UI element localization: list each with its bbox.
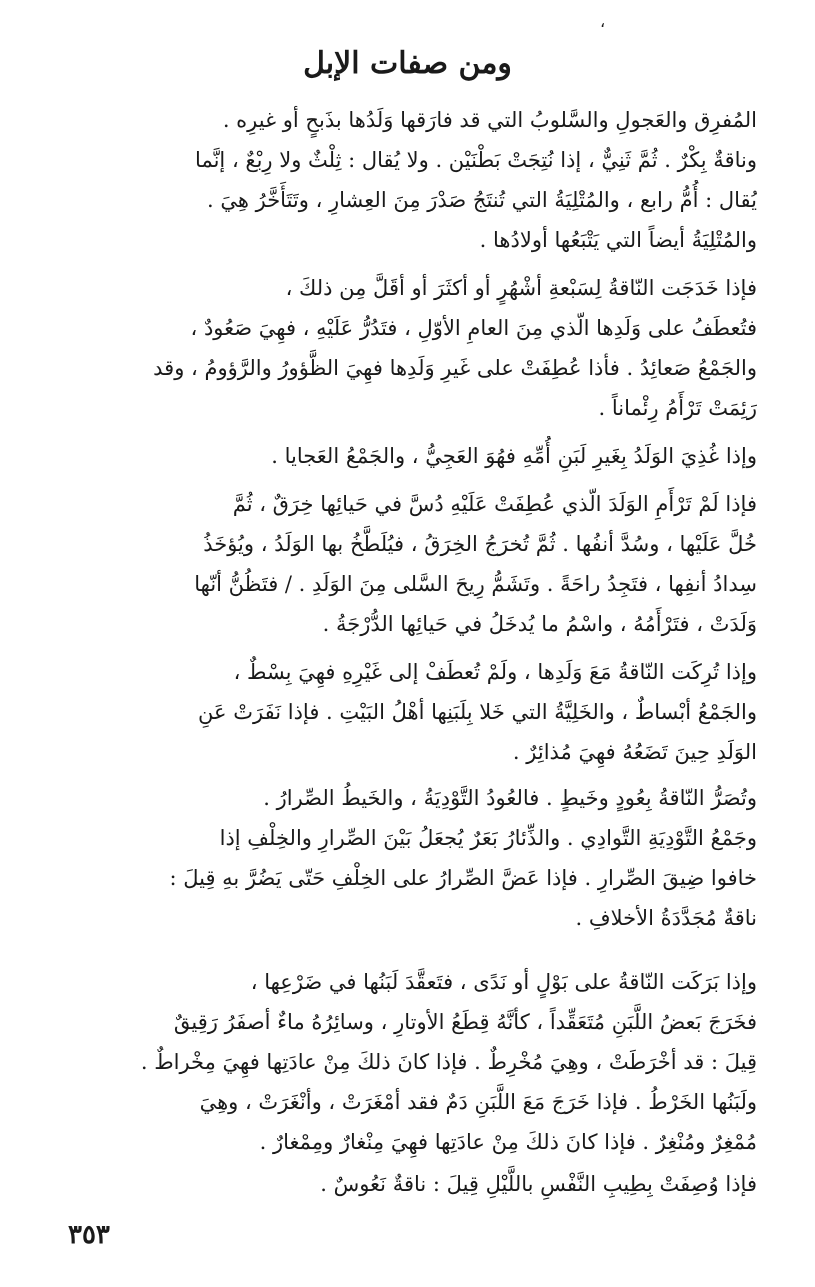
text-line: ولَبَنُها الخَرْطُ . فإذا خَرَجَ مَعَ اللَّبَنِ دَمٌ فقد أمْغَرَتْ ، وأنْغَرَتْ ، وهِيَ bbox=[199, 1090, 757, 1114]
paragraph-5 bbox=[62, 652, 757, 772]
text-line: رَئِمَتْ تَرْأَمُ رِئْماناً . bbox=[598, 396, 757, 420]
text-line: المُفرِق والعَجولِ والسَّلوبُ التي قد فارَقها وَلَدُها بذَبحٍ أو غيرِه . bbox=[222, 108, 757, 132]
text-line: ناقةٌ مُجَدَّدَةُ الأخلافِ . bbox=[575, 906, 757, 930]
paragraph-4 bbox=[62, 484, 757, 644]
text-line: خافوا ضِيقَ الصِّرارِ . فإذا عَضَّ الصِّرارُ على الخِلْفِ حَتّى يَضُرَّ بهِ قِيلَ : bbox=[169, 866, 757, 890]
page-title: ومن صفات الإبل bbox=[303, 46, 512, 81]
text-line: وإذا غُذِيَ الوَلَدُ بِغَيرِ لَبَنِ أُمِّهِ فهُوَ العَجِيُّ ، والجَمْعُ العَجايا . bbox=[271, 444, 757, 468]
paragraph-3 bbox=[62, 436, 757, 476]
text-line: وجَمْعُ التَّوْدِيَةِ التَّوادِي . والذِّئارُ بَعَرٌ يُجعَلُ بَيْنَ الصِّرارِ والخِلْفِ إذا bbox=[219, 826, 757, 850]
text-line: وَلَدَتْ ، فتَرْأَمُهُ ، واسْمُ ما يُدخَلُ في حَيائِها الدُّرْجَةُ . bbox=[322, 612, 757, 636]
text-line: يُقال : أُمُّ رابع ، والمُتْلِيَةُ التي تُنتَجُ صَدْرَ مِنَ العِشارِ ، وتَتَأَخَّرُ هِيَ . bbox=[207, 188, 757, 212]
corner-mark: ، bbox=[600, 12, 606, 31]
text-line: الوَلَدِ حِينَ تَضَعُهُ فهِيَ مُذائِرٌ . bbox=[512, 740, 757, 764]
text-line: وناقةٌ بِكْرٌ . ثُمَّ ثَنِيٌّ ، إذا نُتِجَتْ بَطْنَيْن . ولا يُقال : ثِلْثٌ ولا رِبْعٌ ، إنَّما bbox=[195, 148, 757, 172]
text-line: والجَمْعُ أبْساطٌ ، والخَلِيَّةُ التي خَلا بِلَبَنِها أهْلُ البَيْتِ . فإذا نَفَرَتْ عَنِ bbox=[198, 700, 757, 724]
page-number: ٣٥٣ bbox=[68, 1220, 110, 1250]
text-line: والجَمْعُ صَعائِدُ . فأذا عُطِفَتْ على غَيرِ وَلَدِها فهِيَ الظَّؤورُ والرَّؤومُ ، وقد bbox=[153, 356, 757, 380]
text-line: خُلَّ عَلَيْها ، وسُدَّ أنفُها . ثُمَّ تُخرَجُ الخِرَقُ ، فيُلَطَّخُ بها الوَلَدُ ، ويُؤخَذُ bbox=[203, 532, 757, 556]
text-line: وإذا بَرَكَت النّاقةُ على بَوْلٍ أو نَدًى ، فتَعقَّدَ لَبَنُها في ضَرْعِها ، bbox=[250, 970, 757, 994]
text-line: والمُتْلِيَةُ أيضاً التي يَتْبَعُها أولادُها . bbox=[479, 228, 757, 252]
paragraph-6 bbox=[62, 778, 757, 938]
text-line: قِيلَ : قد أخْرَطَتْ ، وهِيَ مُخْرِطٌ . فإذا كانَ ذلكَ مِنْ عادَتِها فهِيَ مِخْراطٌ . bbox=[140, 1050, 757, 1074]
paragraph-8 bbox=[62, 1164, 757, 1204]
text-line: وإذا تُرِكَت النّاقةُ مَعَ وَلَدِها ، ولَمْ تُعطَفْ إلى غَيْرِهِ فهِيَ بِسْطٌ ، bbox=[233, 660, 757, 684]
text-line: فتُعطَفُ على وَلَدِها الّذي مِنَ العامِ الأوّلِ ، فتَدُرُّ عَلَيْهِ ، فهِيَ صَعُودٌ ، bbox=[190, 316, 757, 340]
text-line: فإذا خَدَجَت النّاقةُ لِسَبْعةِ أشْهُرٍ أو أكثَرَ أو أقَلَّ مِن ذلكَ ، bbox=[285, 276, 757, 300]
text-line: فخَرَجَ بَعضُ اللَّبَنِ مُتَعَقِّداً ، كأنَّهُ قِطَعُ الأوتارِ ، وسائِرُهُ ماءٌ أصفَرُ رَقِيقٌ bbox=[173, 1010, 757, 1034]
paragraph-1 bbox=[62, 100, 757, 260]
paragraph-2 bbox=[62, 268, 757, 428]
text-line: سِدادُ أنفِها ، فتَجِدُ راحَةً . وتَشَمُّ رِيحَ السَّلى مِنَ الوَلَدِ . / فتَظُنُّ أنّها bbox=[194, 572, 757, 596]
text-line: وتُصَرُّ النّاقةُ بِعُودٍ وخَيطٍ . فالعُودُ التَّوْدِيَةُ ، والخَيطُ الصِّرارُ . bbox=[263, 786, 757, 810]
paragraph-7 bbox=[62, 962, 757, 1162]
text-line: فإذا لَمْ تَرْأَمِ الوَلَدَ الّذي عُطِفَتْ عَلَيْهِ دُسَّ في حَيائِها خِرَقٌ ، ثُمَّ bbox=[232, 492, 757, 516]
text-line: مُمْغِرٌ ومُنْغِرٌ . فإذا كانَ ذلكَ مِنْ عادَتِها فهِيَ مِنْغارٌ ومِمْغارٌ . bbox=[259, 1130, 757, 1154]
text-line: فإذا وُصِفَتْ بِطِيبِ النَّفْسِ باللَّيْلِ قِيلَ : ناقةٌ نَعُوسٌ . bbox=[320, 1172, 757, 1196]
